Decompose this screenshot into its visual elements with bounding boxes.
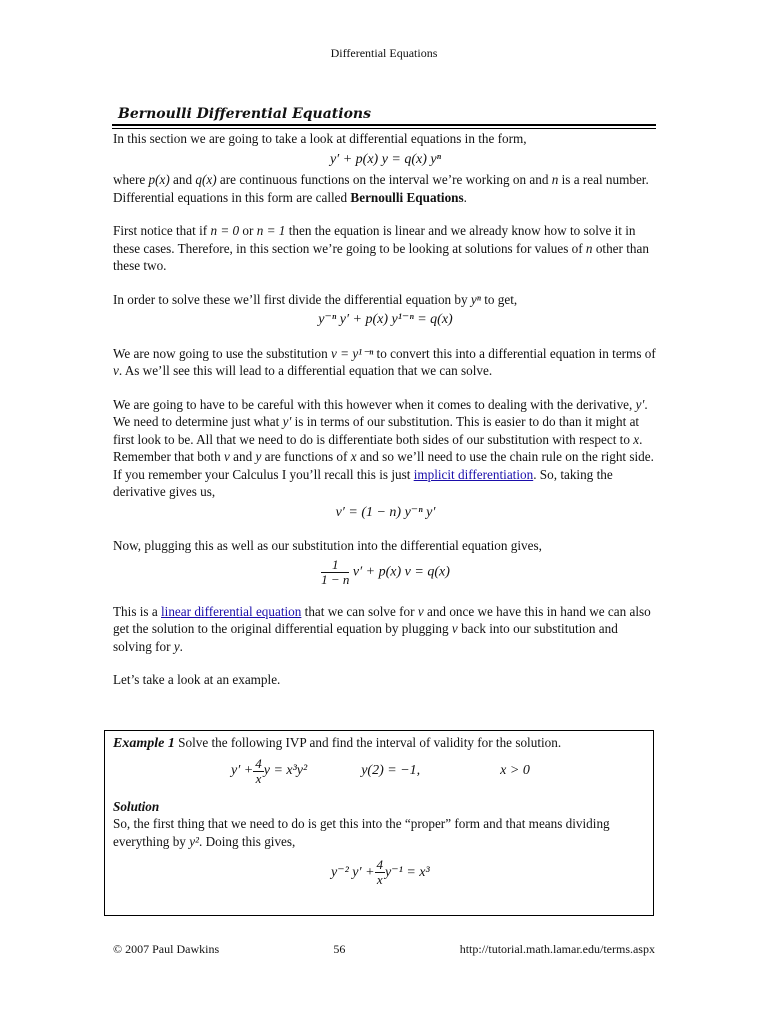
solution-equation: y⁻² y′ + $\frac{4}{x}$ y⁻¹ = x³	[331, 857, 430, 887]
footer-copyright: © 2007 Paul Dawkins	[113, 942, 220, 956]
running-header: Differential Equations	[330, 46, 438, 60]
paragraph-derivative: We are going to have to be careful with this however when it comes to dealing with the derivative, y′. We need to determine just what y′ is in terms of our substitution. This is easier to do than it might at first look to be. All that we need to do is differentiate both sides of our substitution with respect to x. Remember that both v and y are functions of x and so we’ll need to use the chain rule on the right side. If you remember your Calculus I you’ll recall this is just implicit differentiation. So, taking the derivative gives us,	[113, 396, 654, 499]
example-header: Example 1 Solve the following IVP and find the interval of validity for the solution.	[113, 735, 562, 751]
equation-bernoulli: y′ + p(x) y = q(x) yⁿ	[329, 151, 442, 167]
fraction: $\frac{4}{x}$	[376, 857, 384, 887]
term-bernoulli: Bernoulli Equations	[350, 189, 464, 205]
implicit-differentiation-link[interactable]: implicit differentiation	[413, 466, 534, 482]
paragraph-definition: where p(x) and q(x) are continuous functions on the interval we’re working on and n is a real number. Differential equations in this form are called Bernoulli Equations.	[113, 172, 649, 205]
title-rule-thin	[112, 128, 656, 129]
page-footer	[113, 942, 655, 957]
example-equation: y′ + $\frac{4}{x}$ y = x³y² y(2) = −1, x > 0	[231, 755, 530, 786]
paragraph-linear-cases: First notice that if n = 0 or n = 1 then the equation is linear and we already know how to solve it in these cases. Therefore, in this section we’re going to be looking at solutions for values of n other than these two.	[113, 223, 649, 273]
example-box	[104, 730, 654, 916]
paragraph-linear-de: This is a linear differential equation that we can solve for v and once we have this in hand we can also get the solution to the original differential equation by plugging v back into our substitution and solving for y.	[113, 603, 651, 654]
main-content	[113, 130, 658, 689]
solution-paragraph: So, the first thing that we need to do is get this into the “proper” form and that means dividing everything by y². Doing this gives,	[113, 816, 610, 849]
footer-page-number: 56	[333, 942, 346, 956]
paragraph-example-lead: Let’s take a look at an example.	[113, 672, 281, 687]
paragraph-divide: In order to solve these we’ll first divide the differential equation by yⁿ to get,	[113, 291, 518, 307]
footer-url: http://tutorial.math.lamar.edu/terms.aspx	[459, 942, 655, 956]
equation-linear-form: $\frac{1}{1 - n}$ v′ + p(x) v = q(x)	[321, 556, 450, 587]
fraction: $\frac{4}{x}$	[255, 755, 262, 786]
example-label: Example 1	[113, 736, 175, 751]
initial-condition: y(2) = −1,	[361, 763, 421, 779]
paragraph-substitution: We are now going to use the substitution v = y¹⁻ⁿ to convert this into a differential equation in terms of v. As we’ll see this will lead to a differential equation that we can solve.	[113, 345, 656, 378]
equation-divided: y⁻ⁿ y′ + p(x) y¹⁻ⁿ = q(x)	[318, 312, 453, 327]
paragraph-intro: In this section we are going to take a look at differential equations in the form,	[113, 131, 527, 146]
paragraph-plugging: Now, plugging this as well as our substitution into the differential equation gives,	[113, 538, 542, 553]
fraction: $\frac{1}{1 - n}$	[321, 556, 350, 587]
section-title: Bernoulli Differential Equations	[118, 106, 371, 122]
linear-differential-equation-link[interactable]: linear differential equation	[161, 603, 302, 619]
domain-condition: x > 0	[500, 763, 530, 779]
title-rule	[112, 124, 656, 126]
equation-derivative: v′ = (1 − n) y⁻ⁿ y′	[335, 504, 436, 520]
solution-title: Solution	[113, 798, 160, 814]
